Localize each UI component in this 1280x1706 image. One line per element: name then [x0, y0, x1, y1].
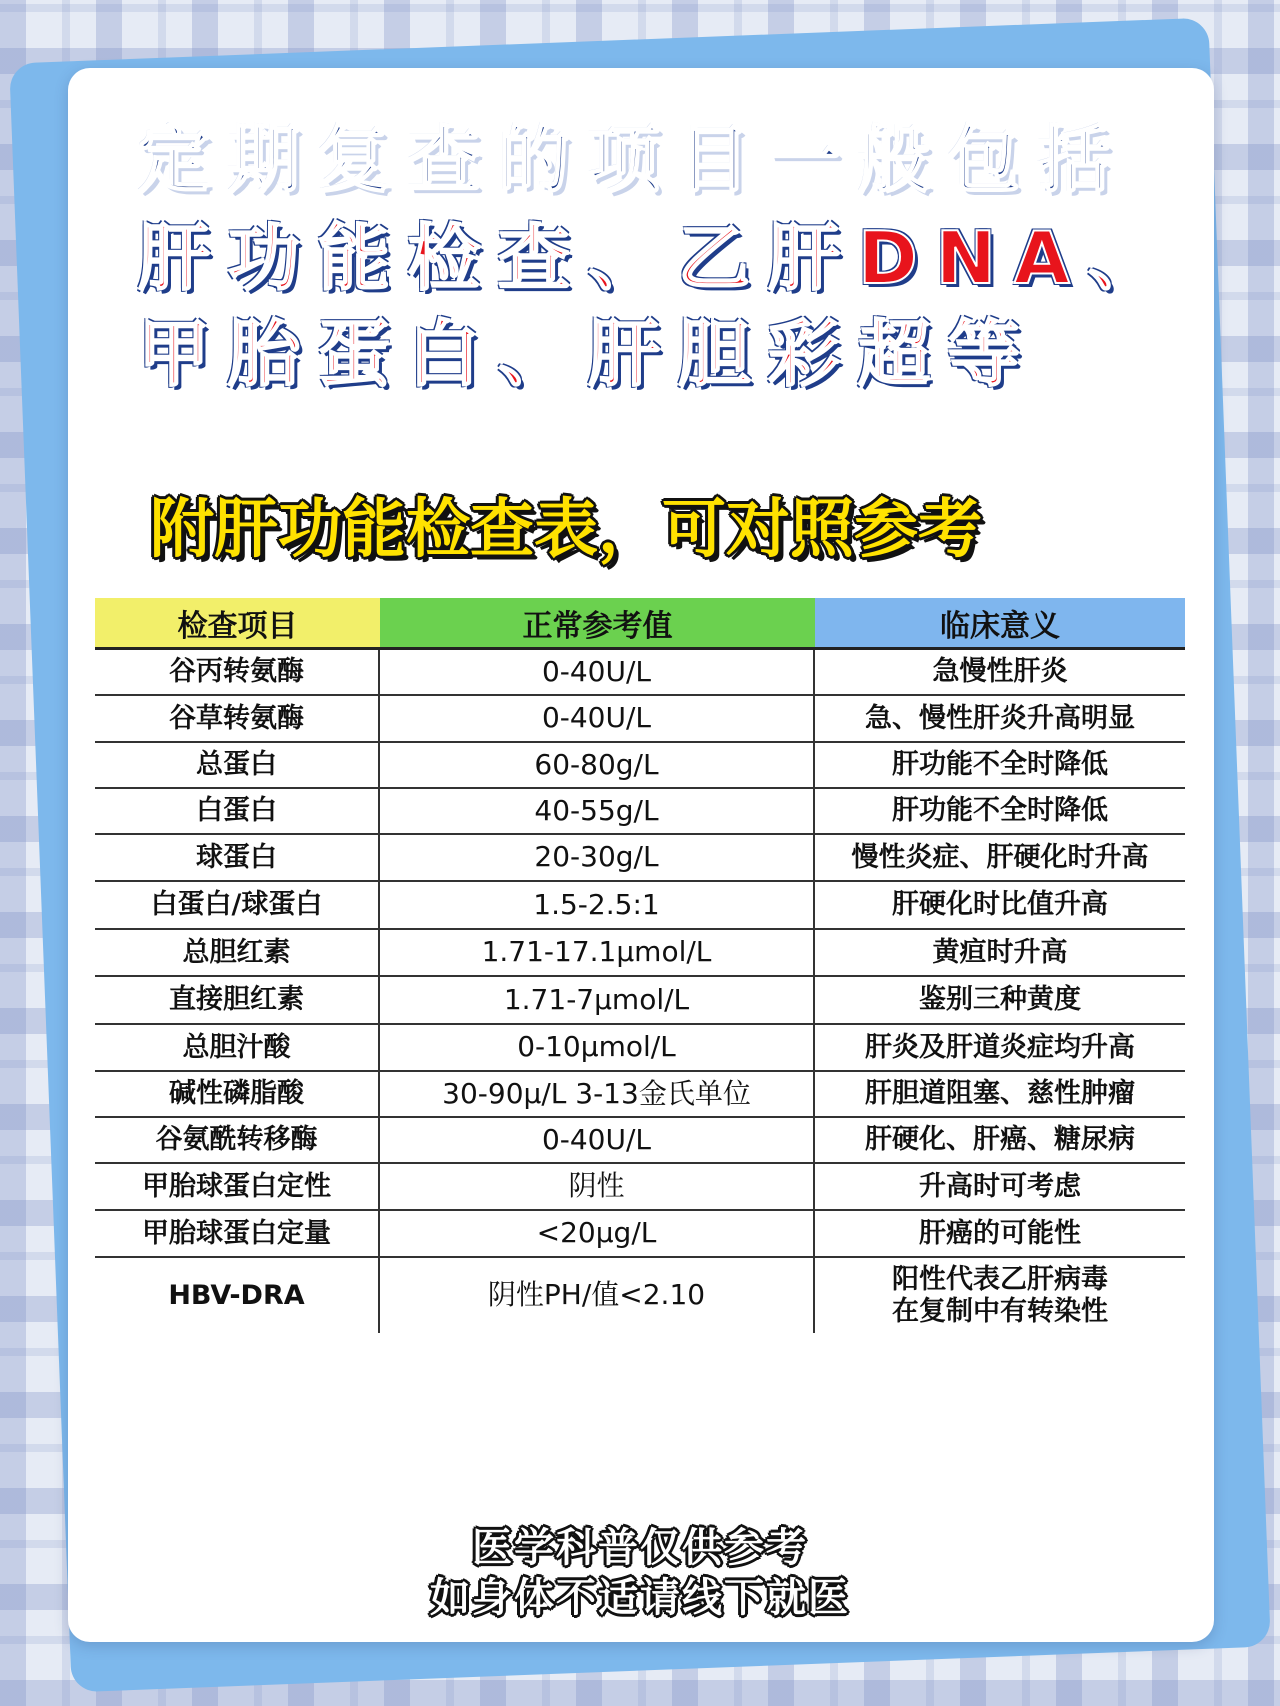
cell-item: 白蛋白 [95, 789, 380, 833]
table-row [95, 882, 1185, 930]
table-row [95, 696, 1185, 743]
cell-reference-value: 1.5-2.5:1 [380, 882, 815, 928]
cell-clinical-meaning: 急、慢性肝炎升高明显 [865, 702, 1135, 734]
header-reference-value: 正常参考值 [380, 598, 815, 647]
cell-reference-value: 60-80g/L [380, 743, 815, 787]
cell-reference-value: 40-55g/L [380, 789, 815, 833]
cell-clinical-meaning: 鉴别三种黄度 [919, 984, 1081, 1016]
table-row [95, 650, 1185, 696]
table-row [95, 1118, 1185, 1164]
table-row [95, 977, 1185, 1025]
cell-item: 总蛋白 [95, 743, 380, 787]
table-row [95, 789, 1185, 835]
header-clinical-meaning: 临床意义 [815, 598, 1185, 647]
table-row [95, 1258, 1185, 1333]
table-row [95, 1025, 1185, 1072]
table-row [95, 1211, 1185, 1258]
cell-item: 谷氨酰转移酶 [95, 1118, 380, 1162]
cell-reference-value: 1.71-7μmol/L [380, 977, 815, 1023]
cell-reference-value: <20μg/L [380, 1211, 815, 1256]
cell-clinical-meaning: 急慢性肝炎 [932, 656, 1068, 688]
cell-item: 总胆汁酸 [95, 1025, 380, 1070]
cell-clinical-meaning: 黄疸时升高 [932, 936, 1068, 968]
cell-reference-value: 30-90μ/L 3-13金氏单位 [380, 1072, 815, 1116]
cell-clinical-meaning: 肝硬化、肝癌、糖尿病 [865, 1124, 1135, 1156]
cell-reference-value: 20-30g/L [380, 835, 815, 880]
table-row [95, 930, 1185, 977]
cell-reference-value: 0-40U/L [380, 696, 815, 741]
cell-clinical-meaning: 慢性炎症、肝硬化时升高 [851, 841, 1149, 873]
cell-item: 白蛋白/球蛋白 [95, 882, 380, 928]
cell-clinical-meaning: 升高时可考虑 [919, 1170, 1081, 1202]
cell-item: 直接胆红素 [95, 977, 380, 1023]
liver-function-table [95, 598, 1185, 1333]
cell-reference-value: 阴性PH/值<2.10 [380, 1258, 815, 1333]
cell-item: 甲胎球蛋白定量 [95, 1211, 380, 1256]
cell-item: HBV-DRA [95, 1258, 380, 1333]
subtitle: 附肝功能检查表，可对照参考 [150, 493, 982, 567]
headline-line-2: 肝功能检查、乙肝DNA、 [138, 216, 1178, 300]
disclaimer-line-1: 医学科普仅供参考 [472, 1525, 808, 1571]
cell-clinical-meaning: 肝炎及肝道炎症均升高 [865, 1031, 1135, 1063]
headline-line-3: 甲胎蛋白、肝胆彩超等 [138, 312, 1039, 396]
table-row [95, 743, 1185, 789]
cell-item: 碱性磷脂酸 [95, 1072, 380, 1116]
table-row [95, 835, 1185, 882]
cell-clinical-meaning: 肝硬化时比值升高 [892, 889, 1108, 921]
cell-item: 总胆红素 [95, 930, 380, 975]
table-body [95, 650, 1185, 1333]
table-row [95, 1072, 1185, 1118]
cell-item: 谷丙转氨酶 [95, 650, 380, 694]
cell-clinical-meaning: 肝功能不全时降低 [892, 795, 1108, 827]
cell-reference-value: 0-40U/L [380, 1118, 815, 1162]
table-row [95, 1164, 1185, 1211]
cell-clinical-meaning: 肝功能不全时降低 [892, 749, 1108, 781]
cell-item: 谷草转氨酶 [95, 696, 380, 741]
cell-clinical-meaning: 阳性代表乙肝病毒 在复制中有转染性 [892, 1264, 1108, 1327]
headline-line-1: 定期复查的项目一般包括 [138, 118, 1129, 202]
table-header-row [95, 598, 1185, 650]
cell-clinical-meaning: 肝癌的可能性 [919, 1217, 1081, 1249]
cell-reference-value: 阴性 [380, 1164, 815, 1209]
disclaimer-line-2: 如身体不适请线下就医 [430, 1575, 850, 1621]
header-item: 检查项目 [95, 598, 380, 647]
cell-reference-value: 0-40U/L [380, 650, 815, 694]
cell-item: 甲胎球蛋白定性 [95, 1164, 380, 1209]
cell-reference-value: 1.71-17.1μmol/L [380, 930, 815, 975]
cell-reference-value: 0-10μmol/L [380, 1025, 815, 1070]
cell-clinical-meaning: 肝胆道阻塞、慈性肿瘤 [865, 1078, 1135, 1110]
cell-item: 球蛋白 [95, 835, 380, 880]
